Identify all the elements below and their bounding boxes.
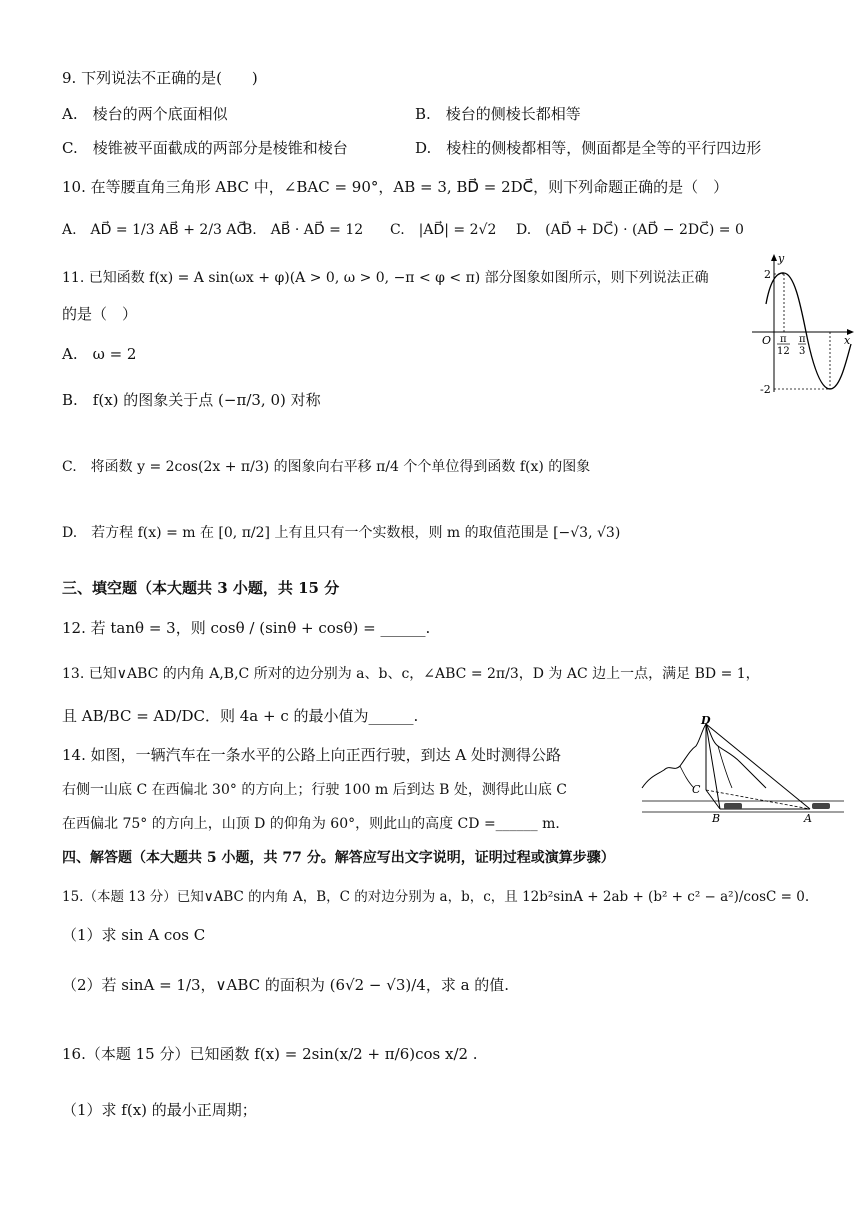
fig-label-d: D: [701, 716, 711, 727]
q11-option-c: C. 将函数 y = 2cos(2x + π/3) 的图象向右平移 π/4 个个单位得到函数 f(x) 的图象: [62, 459, 591, 475]
graph-y-min: -2: [760, 383, 771, 396]
q16-part1: （1）求 f(x) 的最小正周期；: [62, 1101, 257, 1119]
graph-y-max: 2: [764, 268, 771, 281]
q15-part2: （2）若 sinA = 1/3，∨ABC 的面积为 (6√2 − √3)/4，求 a 的值.: [62, 976, 510, 994]
q15-part1: （1）求 sin A cos C: [62, 926, 206, 944]
q9-option-b: B. 棱台的侧棱长都相等: [415, 105, 581, 123]
q14-line3: 在西偏北 75° 的方向上，山顶 D 的仰角为 60°，则此山的高度 CD =______ m．: [62, 816, 570, 832]
q11-option-b: B. f(x) 的图象关于点 (−π/3, 0) 对称: [62, 391, 321, 409]
q11-stem-line1: 11. 已知函数 f(x) = A sin(ωx + φ)(A > 0, ω > 0, −π < φ < π) 部分图象如图所示，则下列说法正确: [62, 270, 709, 286]
q13-line1: 13. 已知∨ABC 的内角 A,B,C 所对的边分别为 a、b、c，∠ABC = 2π/3，D 为 AC 边上一点，满足 BD = 1，: [62, 666, 760, 682]
q15-stem: 15.（本题 13 分）已知∨ABC 的内角 A，B，C 的对边分别为 a，b，c，且 12b²sinA + 2ab + (b² + c² − a²)/cosC = 0.: [62, 889, 810, 905]
graph-x1-num: π: [780, 334, 787, 345]
section-3-heading: 三、填空题（本大题共 3 小题，共 15 分: [62, 579, 340, 597]
fig-label-a: A: [804, 812, 812, 824]
q14-line1: 14. 如图，一辆汽车在一条水平的公路上向正西行驶，到达 A 处时测得公路: [62, 746, 561, 764]
graph-x2-den: 3: [799, 346, 806, 357]
q11-option-a: A. ω = 2: [62, 345, 137, 363]
q10-option-d: D. (AD⃗ + DC⃗) · (AD⃗ − 2DC⃗) = 0: [516, 222, 744, 238]
q16-stem: 16.（本题 15 分）已知函数 f(x) = 2sin(x/2 + π/6)cos x/2 .: [62, 1045, 478, 1063]
graph-origin: O: [762, 334, 772, 347]
q11-stem-line2: 的是（ ）: [62, 305, 138, 323]
graph-y-label: y: [778, 252, 785, 265]
q12: 12. 若 tanθ = 3，则 cosθ / (sinθ + cosθ) = ______.: [62, 619, 431, 637]
q9-option-d: D. 棱柱的侧棱都相等，侧面都是全等的平行四边形: [415, 139, 762, 157]
q13-line2: 且 AB/BC = AD/DC．则 4a + c 的最小值为______.: [62, 707, 419, 725]
q14-line2: 右侧一山底 C 在西偏北 30° 的方向上；行驶 100 m 后到达 B 处，测得此山底 C: [62, 782, 568, 798]
q10-option-b: B. AB⃗ · AD⃗ = 12: [242, 222, 364, 238]
q9-stem: 9. 下列说法不正确的是( ): [62, 69, 258, 87]
q9-option-a: A. 棱台的两个底面相似: [62, 105, 228, 123]
fig-label-b: B: [712, 812, 721, 824]
section-4-heading: 四、解答题（本大题共 5 小题，共 77 分。解答应写出文字说明，证明过程或演算步骤）: [62, 850, 615, 866]
graph-x-label: x: [844, 334, 851, 347]
graph-x1-den: 12: [777, 346, 790, 357]
mountain-figure: [640, 716, 846, 824]
fig-label-c: C: [692, 783, 701, 796]
q10-stem: 10. 在等腰直角三角形 ABC 中，∠BAC = 90°，AB = 3, BD⃗ = 2DC⃗，则下列命题正确的是（ ）: [62, 178, 729, 196]
q11-option-d: D. 若方程 f(x) = m 在 [0, π/2] 上有且只有一个实数根，则 m 的取值范围是 [−√3, √3): [62, 525, 621, 541]
q9-option-c: C. 棱锥被平面截成的两部分是棱锥和棱台: [62, 139, 348, 157]
q10-option-a: A. AD⃗ = 1/3 AB⃗ + 2/3 AC⃗: [62, 222, 247, 238]
sine-graph: [748, 252, 856, 402]
graph-x2-num: π: [799, 334, 806, 345]
q10-option-c: C. |AD⃗| = 2√2: [390, 222, 497, 238]
